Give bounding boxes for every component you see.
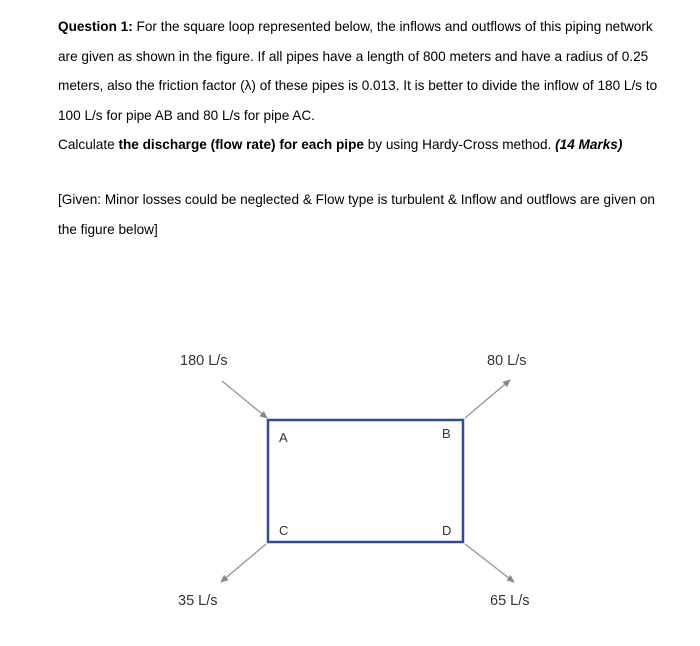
question-heading: Question 1: — [58, 19, 133, 34]
node-b-label: B — [442, 426, 451, 441]
inflow-a-label: 180 L/s — [180, 353, 228, 369]
calc-prefix: Calculate — [58, 137, 119, 152]
outflow-d-label: 65 L/s — [490, 593, 530, 609]
calc-bold: the discharge (flow rate) for each pipe — [118, 137, 364, 152]
outflow-arrow-d — [465, 544, 514, 582]
given-text: [Given: Minor losses could be neglected & Flow type is turbulent & Inflow and outflows are given on the figure below] — [58, 192, 655, 237]
pipe-loop — [268, 420, 463, 542]
inflow-arrow-a — [222, 381, 267, 418]
outflow-c-label: 35 L/s — [178, 593, 218, 609]
question-intro: For the square loop represented below, the inflows and outflows of this piping network are given as shown in the figure. If all pipes have a length of 800 meters and have a radius of 0.25 meters, also the friction factor (λ) of these pipes is 0.013. It is better to divide the inflow of 180 L/s to 100 L/s for pipe AB and 80 L/s for pipe AC. — [58, 19, 658, 123]
outflow-b-label: 80 L/s — [487, 353, 527, 369]
marks: (14 Marks) — [555, 137, 623, 152]
outflow-arrow-b — [465, 380, 510, 418]
calc-suffix: by using Hardy-Cross method. — [363, 137, 556, 152]
node-a-label: A — [279, 430, 288, 445]
node-c-label: C — [279, 523, 289, 538]
outflow-arrow-c — [221, 544, 266, 582]
node-d-label: D — [442, 523, 452, 538]
